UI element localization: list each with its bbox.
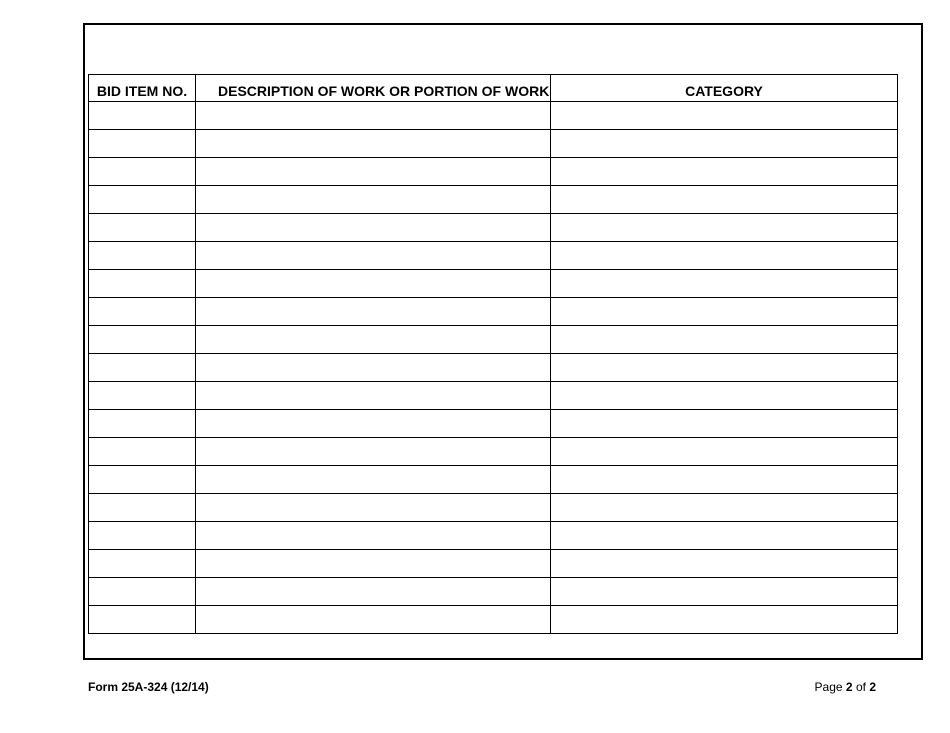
category-cell[interactable] <box>551 270 898 298</box>
description-cell[interactable] <box>196 326 551 354</box>
bid-item-no-cell[interactable] <box>89 522 196 550</box>
table-row <box>89 522 898 550</box>
bid-item-no-cell[interactable] <box>89 186 196 214</box>
description-cell[interactable] <box>196 578 551 606</box>
page-total: 2 <box>869 680 876 694</box>
bid-item-no-cell[interactable] <box>89 354 196 382</box>
bid-item-no-cell[interactable] <box>89 270 196 298</box>
bid-item-no-cell[interactable] <box>89 410 196 438</box>
category-cell[interactable] <box>551 102 898 130</box>
bid-item-no-cell[interactable] <box>89 550 196 578</box>
category-cell[interactable] <box>551 298 898 326</box>
table-row <box>89 382 898 410</box>
bid-item-no-cell[interactable] <box>89 382 196 410</box>
category-cell[interactable] <box>551 158 898 186</box>
table-row <box>89 158 898 186</box>
table-row <box>89 466 898 494</box>
description-cell[interactable] <box>196 354 551 382</box>
description-cell[interactable] <box>196 186 551 214</box>
table-row <box>89 354 898 382</box>
table-row <box>89 578 898 606</box>
category-cell[interactable] <box>551 410 898 438</box>
bid-item-no-cell[interactable] <box>89 494 196 522</box>
page-of: of <box>855 680 866 694</box>
table-row <box>89 242 898 270</box>
description-cell[interactable] <box>196 270 551 298</box>
bid-item-no-cell[interactable] <box>89 298 196 326</box>
category-cell[interactable] <box>551 522 898 550</box>
page-indicator <box>815 680 876 694</box>
table-row <box>89 298 898 326</box>
table-row <box>89 494 898 522</box>
table-body <box>89 102 898 634</box>
table-row <box>89 326 898 354</box>
description-cell[interactable] <box>196 438 551 466</box>
header-bid-item-no: BID ITEM NO. <box>89 75 196 102</box>
category-cell[interactable] <box>551 550 898 578</box>
description-cell[interactable] <box>196 242 551 270</box>
bid-item-no-cell[interactable] <box>89 214 196 242</box>
bid-item-no-cell[interactable] <box>89 102 196 130</box>
header-description: DESCRIPTION OF WORK OR PORTION OF WORK <box>196 75 551 102</box>
bid-item-no-cell[interactable] <box>89 438 196 466</box>
category-cell[interactable] <box>551 494 898 522</box>
table-row <box>89 438 898 466</box>
description-cell[interactable] <box>196 466 551 494</box>
table-row <box>89 270 898 298</box>
table-row <box>89 214 898 242</box>
bid-item-no-cell[interactable] <box>89 606 196 634</box>
description-cell[interactable] <box>196 382 551 410</box>
category-cell[interactable] <box>551 382 898 410</box>
bid-item-no-cell[interactable] <box>89 466 196 494</box>
category-cell[interactable] <box>551 354 898 382</box>
table-row <box>89 550 898 578</box>
description-cell[interactable] <box>196 130 551 158</box>
category-cell[interactable] <box>551 466 898 494</box>
description-cell[interactable] <box>196 522 551 550</box>
description-cell[interactable] <box>196 158 551 186</box>
table-header-row <box>89 75 898 102</box>
description-cell[interactable] <box>196 298 551 326</box>
subcontractor-work-table <box>88 74 898 634</box>
category-cell[interactable] <box>551 578 898 606</box>
table-row <box>89 102 898 130</box>
table-row <box>89 606 898 634</box>
description-cell[interactable] <box>196 410 551 438</box>
bid-item-no-cell[interactable] <box>89 130 196 158</box>
category-cell[interactable] <box>551 214 898 242</box>
page-current: 2 <box>845 680 853 694</box>
description-cell[interactable] <box>196 606 551 634</box>
page-prefix: Page <box>814 680 843 694</box>
description-cell[interactable] <box>196 102 551 130</box>
form-number: Form 25A-324 (12/14) <box>88 680 209 694</box>
bid-item-no-cell[interactable] <box>89 242 196 270</box>
description-cell[interactable] <box>196 214 551 242</box>
table-row <box>89 186 898 214</box>
category-cell[interactable] <box>551 130 898 158</box>
table-row <box>89 410 898 438</box>
description-cell[interactable] <box>196 550 551 578</box>
table-row <box>89 130 898 158</box>
category-cell[interactable] <box>551 326 898 354</box>
category-cell[interactable] <box>551 242 898 270</box>
header-category: CATEGORY <box>551 75 898 102</box>
category-cell[interactable] <box>551 186 898 214</box>
bid-item-no-cell[interactable] <box>89 326 196 354</box>
description-cell[interactable] <box>196 494 551 522</box>
bid-item-no-cell[interactable] <box>89 158 196 186</box>
category-cell[interactable] <box>551 438 898 466</box>
category-cell[interactable] <box>551 606 898 634</box>
bid-item-no-cell[interactable] <box>89 578 196 606</box>
